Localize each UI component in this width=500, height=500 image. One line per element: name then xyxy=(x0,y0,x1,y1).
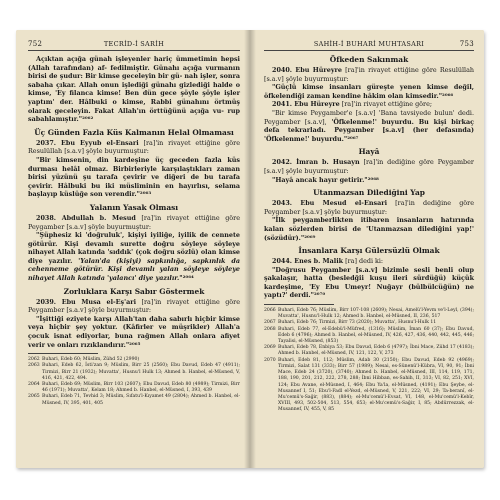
footnote xyxy=(264,358,474,414)
footnote xyxy=(264,345,474,357)
hadith-intro: [ra]'in dediğine göre Peygamber [s.a.v] şöyle buyurmuştur: xyxy=(264,158,474,175)
footnote-number: 2069 xyxy=(264,345,276,351)
hadith-text-b: 'Yalan'da (kişiyi) sapkınlığa, sapkınlık da cehenneme götürür. Kişi devamlı yalan söyleye söyleye nihayet Allah katında 'yalancı' diye yazılır." xyxy=(28,256,240,283)
footnote-text: Buhari, Edeb 76; Tirmizi, Birr 73 (2020); Muvatta', Husnu'l-Hulk 11 xyxy=(278,320,437,326)
footnote-number: 2067 xyxy=(264,320,276,326)
hadith-intro: [ra]'in rivayet ettiğine göre Peygamber [s.a.v] şöyle buyurmuştur: xyxy=(28,297,240,315)
right-running-head xyxy=(264,40,474,51)
hadith-text-b: 'Öfkelenme!' buyurdu. Bu kişi birkaç defa tekrarladı. Peygamber [s.a.v] (her defasında) xyxy=(264,117,475,135)
hadith-text-a: "Bir kimse Peygamber'e [s.a.v] 'Bana tavsiyede bulun' dedi. Peygamber [s.a.v], xyxy=(264,108,474,126)
hadith-2038-text xyxy=(28,231,240,283)
footnote-text: Buhari, Edeb 71, Tevhid 3; Müslim, Sıfatu'l-Kıyamet 49 (2804); Ahmed b. Hanbel, el-Müsned, IV, 395, 401, 405 xyxy=(42,394,240,406)
hadith-2043 xyxy=(264,199,474,216)
hadith-2041 xyxy=(264,100,474,109)
hadith-2042-text: "Hayâ ancak hayır getirir."²⁰⁶⁸ xyxy=(272,175,379,184)
right-page xyxy=(250,30,484,468)
hadith-number: 2037. Ebu Eyyub el-Ensari xyxy=(36,138,139,147)
intro-line-1: Açıktan açığa günah işleyenler hariç ümmetimin hepsi (Allah tarafından) af- xyxy=(28,55,240,72)
intro-line-4: 'Ey filanca kimse! Ben dün gece şöyle şöyle işler yaptım' der. Hâlbuki o kimse, xyxy=(28,89,240,106)
hadith-intro: [ra]'in rivayet ettiğine göre; xyxy=(339,100,433,109)
footnote xyxy=(264,327,474,346)
footnote xyxy=(28,363,240,382)
hadith-2044 xyxy=(264,257,474,266)
section-heading-guleryuz: İnsanlara Karşı Gülersüzlü Olmak xyxy=(298,246,440,256)
section-heading-utanmazsan: Utanmazsan Dilediğini Yap xyxy=(313,188,425,198)
footnote-text: Buhari, Edeb 76; Müslim, Birr 107-108 (2609); Nesai, Amelü'l-Yevm ve'l-Leyl, (394); Muvatta', Husnu'l-Hulk 12; Ahmed b. Hanbel, el-Müsned, II, 236, 517 xyxy=(278,308,474,320)
footnote-ref: ²⁰⁶⁴ xyxy=(182,274,194,283)
section-heading-haya: Hayâ xyxy=(358,147,380,157)
intro-line-6: rup sabahlamıştır."²⁰⁶² xyxy=(28,106,240,124)
hadith-number: 2043. Ebu Mesud el-Ensari xyxy=(272,199,388,208)
footnote xyxy=(28,382,240,394)
hadith-intro: [ra]'in rivayet ettiğine göre Peygamber [s.a.v] şöyle buyurmuştur: xyxy=(28,213,240,231)
hadith-number: 2038. Abdullah b. Mesud xyxy=(36,213,136,222)
footnote-text: Buhari, Edeb 81, 112; Müslim, Adab 30 (2150); Ebu Davud, Edeb 92 (4969); Tirmizi, Salat 131 (333); Birr 57 (1989); Nesai, es-Sünenü'l-Kübra, VI, 90, 91; İbni Mace, Edeb 24 (3720), (3740); Ahmed b. Hanbel, el-Müsned, III, 114, 119, 171, 188, 190, 201, 212, 222, 278, 288; İbni Hibban, es-Sahih, II, 313; VI, 82, 251; XVI, 124; Ebu Avane, el-Müsned, I, 464; Ebu Ya'la, el-Müsned, (4191); Ebu Şeybe, el-Musannef I, 51; Ebu'l-Fadl el-Yezd, el-Müsned, V, 221, 222; VI, 29; Ta-beranî, el-Mu'cemü's-Sağir, (883), (884); el-Mu'cemü'l-Evsat, VI, 148, el-Mu'cemü'l-Kebîr, XVIII, 493, 502-504, 513, 554, 653; el-Mu'cemü's-Sağir, I, 85; Abdürrezzak, el-Musannef, IV, 455, V, 85 xyxy=(278,357,474,413)
left-running-title: TECRİD-İ SARİH xyxy=(103,40,165,48)
section-heading-sabir: Zorluklara Karşı Sabır Göstermek xyxy=(63,286,205,296)
hadith-intro: [ra] dedi ki: xyxy=(343,257,384,266)
footnote-number: 2065 xyxy=(28,394,40,400)
hadith-intro: [ra]'in rivayet ettiğine göre Resulüllah [s.a.v] şöyle buyurmuştur: xyxy=(28,138,240,156)
footnote-text: Buhari, Edeb 62, İsti'zan 9; Müslim, Birr 25 (2560); Ebu Davud, Edeb 47 (4911); Tirmizi, Birr 21 (1932); Muvatta', Husnu'l Hulk 13; Ahmed b. Hanbel, el-Müsned, V, 416, 421, 422, 494. xyxy=(42,363,240,381)
footnote-number: 2070 xyxy=(264,357,276,363)
footnote xyxy=(264,308,474,320)
section-heading-kus: Üç Günden Fazla Küs Kalmanın Helal Olmaması xyxy=(34,127,234,137)
footnote xyxy=(28,394,240,406)
footnote-text: Buhari, Edeb 77, el-Edebü'l-Müfred, (1316); Müslim, İman 60 (37); Ebu Davud, Edeb 6 (4796); Ahmed b. Hanbel, el-Müsned, IV, 426, 427, 436, 440, 442, 445, 446; Tayalisi, el-Müsned, (853) xyxy=(278,326,474,345)
footnote-text: Buhari, Edeb 60; Müslim, Zühd 52 (2990) xyxy=(42,357,140,363)
section-heading-ofke: Öfkeden Sakınmak xyxy=(329,55,409,64)
right-page-number: 753 xyxy=(459,40,474,48)
footnote-number: 2068 xyxy=(264,326,276,332)
section-heading-yalan: Yalanın Yasak Olması xyxy=(89,202,179,212)
footnote-number: 2064 xyxy=(28,382,40,388)
hadith-2039-text: "İşittiği eziyete karşı Allah'tan daha sabırlı hiçbir kimse veya hiçbir şey yoktur. (Kâfirler ve müşrikler) Allah'a çocuk isnat ediyorlar, buna rağmen Allah onlara afiyet verir ve onları rızıklandırır."²⁰⁶⁵ xyxy=(28,314,240,349)
hadith-2037-text: "Bir kimsenin, din kardeşine üç geceden fazla küs durması helâl olmaz. Birbirleriyle karşılaştıkları zaman birisi yüzünü şu tarafa çevirir ve diğeri de bu tarafa çevirir. Hâlbuki bu iki müsliminin en hayırlısı, selama başlayıp küslüğe son verendir."²⁰⁶³ xyxy=(28,155,240,199)
left-running-head xyxy=(28,40,240,51)
footnote-number: 2066 xyxy=(264,308,276,314)
hadith-2042 xyxy=(264,158,474,175)
hadith-number: 2039. Ebu Musa el-Eş'ari xyxy=(36,297,137,306)
left-page-number: 752 xyxy=(28,40,43,48)
hadith-intro: [ra]'in rivayet ettiğine göre Resulüllah [s.a.v] şöyle buyurmuştur: xyxy=(264,66,474,83)
hadith-intro: [ra]'in dediğine göre Peygamber [s.a.v] şöyle buyurmuştur: xyxy=(264,199,474,216)
footnote-rule xyxy=(28,353,98,354)
left-page xyxy=(16,30,250,468)
footnote-text: Buhari, Edeb 69; Müslim, Birr 103 (2607); Ebu Davud, Edeb 80 (4989); Tirmizi, Birr 46 (1971); Muvatta', Kelam 18; Ahmed b. Hanbel, el-Müsned, I, 393, 439 xyxy=(42,382,240,394)
hadith-2043-text: "İlk peygamberlikten itibaren insanların hatırında kalan sözlerden birisi de 'Utanmazsan dilediğini yap!' (sözüdür)."²⁰⁶⁹ xyxy=(264,216,474,242)
hadith-text-c: 'Öfkelenme!' buyurdu."²⁰⁶⁷ xyxy=(264,134,359,143)
hadith-number: 2041. Ebu Hüreyre xyxy=(272,100,340,109)
hadith-2041-text xyxy=(264,109,474,143)
hadith-2044-text: "Doğrusu Peygamber [s.a.v] bizimle sesli benli olup şakalaşır, hatta (besledğii kuşu ileri sürdüğü) küçük kardeşime, 'Ey Ebu Umeyr! Nuğayr (bülbülcüğün) ne yaptı?' derdi."²⁰⁷⁰ xyxy=(264,265,474,300)
hadith-number: 2044. Enes b. Malik xyxy=(272,257,344,266)
left-intro-paragraph xyxy=(28,55,240,124)
footnote-number: 2063 xyxy=(28,363,40,369)
hadith-2040-text: "Güçlü kimse insanları güreşte yenen kimse değil, öfkelendiği zaman kendine hâkim olan kimsedir."²⁰⁶⁶ xyxy=(264,83,474,100)
footnote-number: 2062 xyxy=(28,357,40,363)
hadith-2038 xyxy=(28,214,240,231)
hadith-2040 xyxy=(264,66,474,83)
hadith-number: 2042. İmran b. Husayn xyxy=(272,158,360,167)
footnote-rule xyxy=(264,304,334,305)
intro-line-3: nah işler, sonra sabaha çıkar. Allah onun işlediği günahı gizlediği halde o kimse, xyxy=(28,72,240,98)
hadith-number: 2040. Ebu Hüreyre xyxy=(272,66,342,74)
intro-line-2: fedilmiştir. Günahı açığa vurmanın birisi de şudur: Bir kimse geceleyin bir gü- xyxy=(28,63,240,81)
hadith-text-a: "Şüphesiz ki 'doğruluk', kişiyi iyiliğe, iyilik de cennete götürür. Kişi devamlı surette doğru söyleye söyleye nihayet Allah katında 'sıddık' (çok doğru sözlü) olan kimse diye yazılır. xyxy=(28,231,240,265)
open-book xyxy=(16,30,484,468)
book-spine-shadow xyxy=(244,30,256,468)
right-running-title: SAHİH-İ BUHARİ MUHTASARI xyxy=(313,40,425,48)
hadith-2039 xyxy=(28,298,240,315)
intro-line-5: Rabbi günahını örtmüş olarak geceleyin. Fakat Allah'ın örttüğünü açığa vu- xyxy=(28,97,240,115)
hadith-2037 xyxy=(28,139,240,156)
footnote-text: Buhari, Edeb 78, Enbiya 53; Ebu Davud, Edeb 6 (4797); İbni Mace, Zühd 17 (4183); Ahmed b. Hanbel, el-Müsned, IV, 121, 122, V, 273 xyxy=(278,345,474,357)
